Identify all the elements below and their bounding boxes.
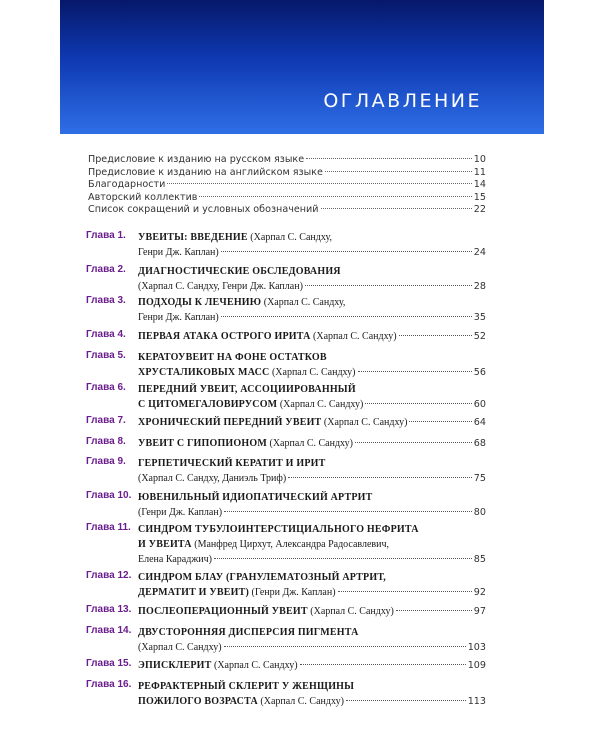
toc-entry-page: 10 [473,154,486,165]
chapter-authors: (Харпал С. Сандху, [247,232,332,243]
chapter-page: 28 [473,281,486,292]
preface-list [88,154,486,217]
chapter-authors: (Харпал С. Сандху, [261,297,346,308]
toc-chapter-10[interactable] [88,490,486,520]
chapter-page: 56 [473,367,486,378]
table-of-contents [88,154,486,217]
toc-chapter-13[interactable] [88,604,486,619]
chapter-title: ГЕРПЕТИЧЕСКИЙ КЕРАТИТ И ИРИТ [138,458,326,469]
leader-dots [224,646,466,647]
chapter-number: Глава 6. [86,382,126,393]
chapter-title-cont: ДЕРМАТИТ И УВЕИТ) [138,587,250,598]
toc-entry-preface-en[interactable] [88,167,486,180]
chapter-authors: (Харпал С. Сандху) [310,331,397,342]
chapter-authors: (Харпал С. Сандху) [307,606,394,617]
chapter-title: УВЕИТ С ГИПОПИОНОМ [138,438,267,449]
leader-dots [399,335,472,336]
chapter-page: 68 [473,438,486,449]
chapter-number: Глава 14. [86,625,132,636]
toc-chapter-2[interactable] [88,264,486,294]
leader-dots [396,610,472,611]
chapter-number: Глава 5. [86,350,126,361]
chapter-authors: (Харпал С. Сандху) [269,367,356,378]
leader-dots [300,664,466,665]
leader-dots [224,511,472,512]
toc-entry-authors[interactable] [88,192,486,205]
chapter-title: РЕФРАКТЕРНЫЙ СКЛЕРИТ У ЖЕНЩИНЫ [138,681,355,692]
chapter-title: ПЕРЕДНИЙ УВЕИТ, АССОЦИИРОВАННЫЙ [138,384,356,395]
leader-dots [167,183,471,184]
chapter-number: Глава 16. [86,679,132,690]
header-band [60,0,544,134]
chapter-number: Глава 1. [86,230,126,241]
chapter-page: 113 [467,696,486,707]
toc-chapter-16[interactable] [88,679,486,709]
leader-dots [355,442,472,443]
leader-dots [221,316,472,317]
chapter-title: ПЕРВАЯ АТАКА ОСТРОГО ИРИТА [138,331,311,342]
toc-entry-label: Предисловие к изданию на английском языке [88,166,323,178]
chapter-title-cont: И УВЕИТА [138,539,192,550]
chapter-authors: (Харпал С. Сандху) [321,417,408,428]
toc-entry-page: 14 [473,179,486,191]
chapter-number: Глава 12. [86,570,132,581]
chapter-page: 24 [473,247,486,258]
chapter-page: 64 [473,417,486,428]
chapter-number: Глава 11. [86,522,131,533]
toc-entry-label: Предисловие к изданию на русском языке [88,154,305,165]
chapter-page: 109 [467,660,486,671]
chapter-title: ЭПИСКЛЕРИТ [138,660,212,671]
chapter-authors: Генри Дж. Каплан) [138,247,219,258]
chapter-page: 52 [473,331,486,342]
chapter-title: ПОДХОДЫ К ЛЕЧЕНИЮ [138,297,262,308]
toc-chapter-5[interactable] [88,350,486,380]
chapter-number: Глава 8. [86,436,126,447]
chapter-page: 35 [473,312,486,323]
chapter-number: Глава 10. [86,490,132,501]
toc-entry-label: Благодарности [88,179,166,191]
leader-dots [221,251,472,252]
leader-dots [409,421,471,422]
toc-entry-label: Список сокращений и условных обозначений [88,204,319,216]
toc-entry-page: 22 [473,204,486,216]
toc-chapter-12[interactable] [88,570,486,600]
chapter-page: 103 [467,642,486,653]
toc-chapter-8[interactable] [88,436,486,451]
toc-entry-preface-ru[interactable] [88,154,486,167]
chapter-page: 92 [473,587,486,598]
chapter-number: Глава 4. [86,329,126,340]
leader-dots [346,700,466,701]
chapter-number: Глава 9. [86,456,126,467]
chapter-title: ПОСЛЕОПЕРАЦИОННЫЙ УВЕИТ [138,606,308,617]
chapter-authors: (Харпал С. Сандху) [257,696,344,707]
chapter-number: Глава 7. [86,415,126,426]
chapter-number: Глава 3. [86,295,126,306]
chapter-authors: (Генри Дж. Каплан) [249,587,336,598]
chapter-page: 75 [473,473,486,484]
chapter-authors: (Харпал С. Сандху, Генри Дж. Каплан) [138,281,303,292]
leader-dots [321,208,472,209]
toc-chapter-4[interactable] [88,329,486,344]
toc-chapter-15[interactable] [88,658,486,673]
chapter-authors: Генри Дж. Каплан) [138,312,219,323]
toc-chapter-9[interactable] [88,456,486,486]
leader-dots [338,591,472,592]
toc-chapter-14[interactable] [88,625,486,655]
chapter-authors: (Генри Дж. Каплан) [138,507,223,518]
chapter-title: ЮВЕНИЛЬНЫЙ ИДИОПАТИЧЕСКИЙ АРТРИТ [138,492,373,503]
chapter-authors: Елена Караджич) [138,554,212,565]
toc-chapter-1[interactable] [88,230,486,260]
toc-entry-abbreviations[interactable] [88,204,486,217]
chapter-title-cont: С ЦИТОМЕГАЛОВИРУСОМ [138,399,278,410]
leader-dots [325,171,472,172]
toc-entry-page: 11 [473,166,486,178]
chapter-title: УВЕИТЫ: ВВЕДЕНИЕ [138,232,248,243]
chapter-page: 97 [473,606,486,617]
chapter-number: Глава 13. [86,604,132,615]
leader-dots [358,371,472,372]
chapter-number: Глава 2. [86,264,126,275]
leader-dots [305,285,472,286]
leader-dots [365,403,471,404]
chapter-title: СИНДРОМ ТУБУЛОИНТЕРСТИЦИАЛЬНОГО НЕФРИТА [138,524,419,535]
toc-chapter-6[interactable] [88,382,486,412]
toc-entry-page: 15 [473,191,486,203]
leader-dots [288,477,472,478]
toc-chapter-11[interactable] [88,522,486,567]
chapter-page: 60 [473,399,486,410]
chapter-authors: (Харпал С. Сандху) [138,642,222,653]
leader-dots [214,558,472,559]
chapter-page: 80 [473,507,486,518]
chapter-authors: (Харпал С. Сандху) [266,438,354,449]
chapter-title: ХРОНИЧЕСКИЙ ПЕРЕДНИЙ УВЕИТ [138,417,322,428]
chapter-authors: (Харпал С. Сандху) [211,660,298,671]
chapter-authors: (Харпал С. Сандху, Даниэль Триф) [138,473,287,484]
page-title: ОГЛАВЛЕНИЕ [323,90,482,112]
chapter-title: ДИАГНОСТИЧЕСКИЕ ОБСЛЕДОВАНИЯ [138,266,341,277]
leader-dots [306,158,472,159]
toc-chapter-7[interactable] [88,415,486,430]
chapter-title: ДВУСТОРОННЯЯ ДИСПЕРСИЯ ПИГМЕНТА [138,627,359,638]
chapter-page: 85 [473,554,486,565]
chapter-title: СИНДРОМ БЛАУ (ГРАНУЛЕМАТОЗНЫЙ АРТРИТ, [138,572,386,583]
toc-entry-label: Авторский коллектив [88,191,198,203]
chapter-authors: (Манфред Цирхут, Александра Радосавлевич, [191,539,390,550]
leader-dots [199,196,471,197]
chapter-title: КЕРАТОУВЕИТ НА ФОНЕ ОСТАТКОВ [138,352,327,363]
toc-entry-acknowledgements[interactable] [88,179,486,192]
toc-chapter-3[interactable] [88,295,486,325]
chapter-authors: (Харпал С. Сандху) [277,399,364,410]
chapter-number: Глава 15. [86,658,132,669]
chapter-title-cont: ХРУСТАЛИКОВЫХ МАСС [138,367,270,378]
chapter-title-cont: ПОЖИЛОГО ВОЗРАСТА [138,696,258,707]
